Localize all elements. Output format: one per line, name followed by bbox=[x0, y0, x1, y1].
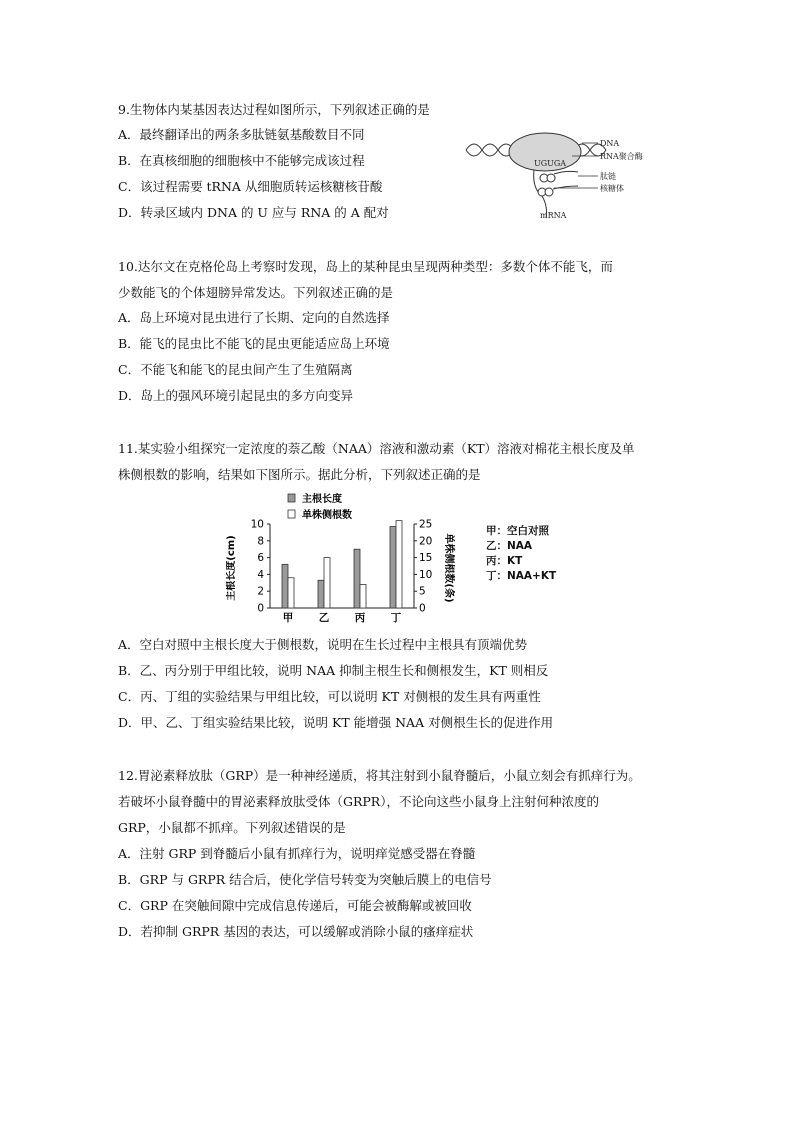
dna-label: DNA bbox=[600, 139, 620, 148]
q12-stem-line3: GRP，小鼠都不抓痒。下列叙述错误的是 bbox=[118, 820, 346, 835]
q11-stem-line2: 株侧根数的影响，结果如下图所示。据此分析，下列叙述正确的是 bbox=[118, 467, 481, 482]
q10-option-c: C．不能飞和能飞的昆虫间产生了生殖隔离 bbox=[118, 362, 353, 377]
q9-option-c: C．该过程需要 tRNA 从细胞质转运核糖核苷酸 bbox=[118, 179, 383, 194]
bar-main-root bbox=[282, 564, 288, 608]
legend-swatch-lateral-root bbox=[288, 510, 295, 518]
q11-stem-line1: 11.某实验小组探究一定浓度的萘乙酸（NAA）溶液和激动素（KT）溶液对棉花主根长度及单 bbox=[118, 441, 635, 456]
q9-stem: 9.生物体内某基因表达过程如图所示，下列叙述正确的是 bbox=[118, 102, 430, 117]
x-tick-label: 甲 bbox=[282, 612, 294, 624]
bar-main-root bbox=[390, 527, 396, 608]
y2-tick-label: 5 bbox=[419, 585, 426, 598]
ribosome-label: 核糖体 bbox=[600, 184, 624, 193]
bar-lateral-root bbox=[324, 558, 330, 608]
q10-stem-line1: 10.达尔文在克格伦岛上考察时发现，岛上的某种昆虫呈现两种类型：多数个体不能飞，而 bbox=[118, 259, 613, 274]
q12-stem-line2: 若破坏小鼠脊髓中的胃泌素释放肽受体（GRPR），不论向这些小鼠身上注射何种浓度的 bbox=[118, 794, 599, 809]
group-key-1: 甲：空白对照 bbox=[486, 525, 549, 537]
q12-option-d: D．若抑制 GRPR 基因的表达，可以缓解或消除小鼠的瘙痒症状 bbox=[118, 924, 474, 939]
bar-lateral-root bbox=[396, 521, 402, 608]
q12-stem-line1: 12.胃泌素释放肽（GRP）是一种神经递质，将其注射到小鼠脊髓后，小鼠立刻会有抓痒行为。 bbox=[118, 768, 641, 783]
y2-tick-label: 10 bbox=[419, 568, 433, 581]
bar-lateral-root bbox=[360, 584, 366, 608]
q12-option-a: A．注射 GRP 到脊髓后小鼠有抓痒行为，说明痒觉感受器在脊髓 bbox=[118, 846, 476, 861]
y-axis-title: 主根长度(cm) bbox=[226, 535, 237, 601]
q11-option-d: D．甲、乙、丁组实验结果比较，说明 KT 能增强 NAA 对侧根生长的促进作用 bbox=[118, 715, 554, 730]
q11-option-b: B．乙、丙分别于甲组比较，说明 NAA 抑制主根生长和侧根发生，KT 则相反 bbox=[118, 663, 549, 678]
sequence-label: UGUGA bbox=[534, 159, 567, 168]
y2-tick-label: 25 bbox=[419, 518, 433, 531]
legend-lateral-root: 单株侧根数 bbox=[302, 510, 352, 521]
y-tick-label: 8 bbox=[257, 535, 264, 548]
y-tick-label: 0 bbox=[257, 602, 264, 615]
legend-main-root: 主根长度 bbox=[302, 494, 342, 505]
bar-main-root bbox=[318, 580, 324, 608]
q9-option-d: D．转录区域内 DNA 的 U 应与 RNA 的 A 配对 bbox=[118, 205, 389, 220]
q12-option-b: B．GRP 与 GRPR 结合后，使化学信号转变为突触后膜上的电信号 bbox=[118, 872, 492, 887]
mrna-label: mRNA bbox=[540, 211, 567, 220]
q11-option-a: A．空白对照中主根长度大于侧根数，说明在生长过程中主根具有顶端优势 bbox=[118, 637, 528, 652]
q9-option-b: B．在真核细胞的细胞核中不能够完成该过程 bbox=[118, 153, 365, 168]
group-key-3: 丙：KT bbox=[486, 555, 523, 567]
bar-chart bbox=[226, 486, 486, 624]
y2-tick-label: 0 bbox=[419, 602, 426, 615]
q9-option-a: A．最终翻译出的两条多肽链氨基酸数目不同 bbox=[118, 127, 365, 142]
bar-lateral-root bbox=[288, 578, 294, 608]
y-tick-label: 6 bbox=[257, 552, 264, 565]
y2-axis-title: 单株侧根数(条) bbox=[443, 533, 454, 603]
x-tick-label: 丙 bbox=[354, 612, 366, 624]
peptide-label: 肽链 bbox=[600, 172, 616, 181]
rna-polymerase-label: RNA聚合酶 bbox=[600, 152, 643, 161]
x-tick-label: 丁 bbox=[390, 612, 402, 624]
group-key-2: 乙：NAA bbox=[486, 540, 533, 552]
y-tick-label: 4 bbox=[257, 568, 264, 581]
q11-option-c: C．丙、丁组的实验结果与甲组比较，可以说明 KT 对侧根的发生具有两重性 bbox=[118, 689, 541, 704]
gene-expression-figure bbox=[462, 126, 662, 226]
y-tick-label: 2 bbox=[257, 585, 264, 598]
q10-option-b: B．能飞的昆虫比不能飞的昆虫更能适应岛上环境 bbox=[118, 336, 390, 351]
bar-main-root bbox=[354, 549, 360, 608]
q12-option-c: C．GRP 在突触间隙中完成信息传递后，可能会被酶解或被回收 bbox=[118, 898, 472, 913]
group-key-4: 丁：NAA+KT bbox=[486, 570, 557, 582]
legend-swatch-main-root bbox=[288, 494, 295, 502]
y-tick-label: 10 bbox=[250, 518, 264, 531]
y2-tick-label: 15 bbox=[419, 552, 433, 565]
q10-option-a: A．岛上环境对昆虫进行了长期、定向的自然选择 bbox=[118, 310, 390, 325]
y2-tick-label: 20 bbox=[419, 535, 433, 548]
x-tick-label: 乙 bbox=[318, 612, 330, 624]
q10-option-d: D．岛上的强风环境引起昆虫的多方向变异 bbox=[118, 388, 354, 403]
q10-stem-line2: 少数能飞的个体翅膀异常发达。下列叙述正确的是 bbox=[118, 285, 394, 300]
